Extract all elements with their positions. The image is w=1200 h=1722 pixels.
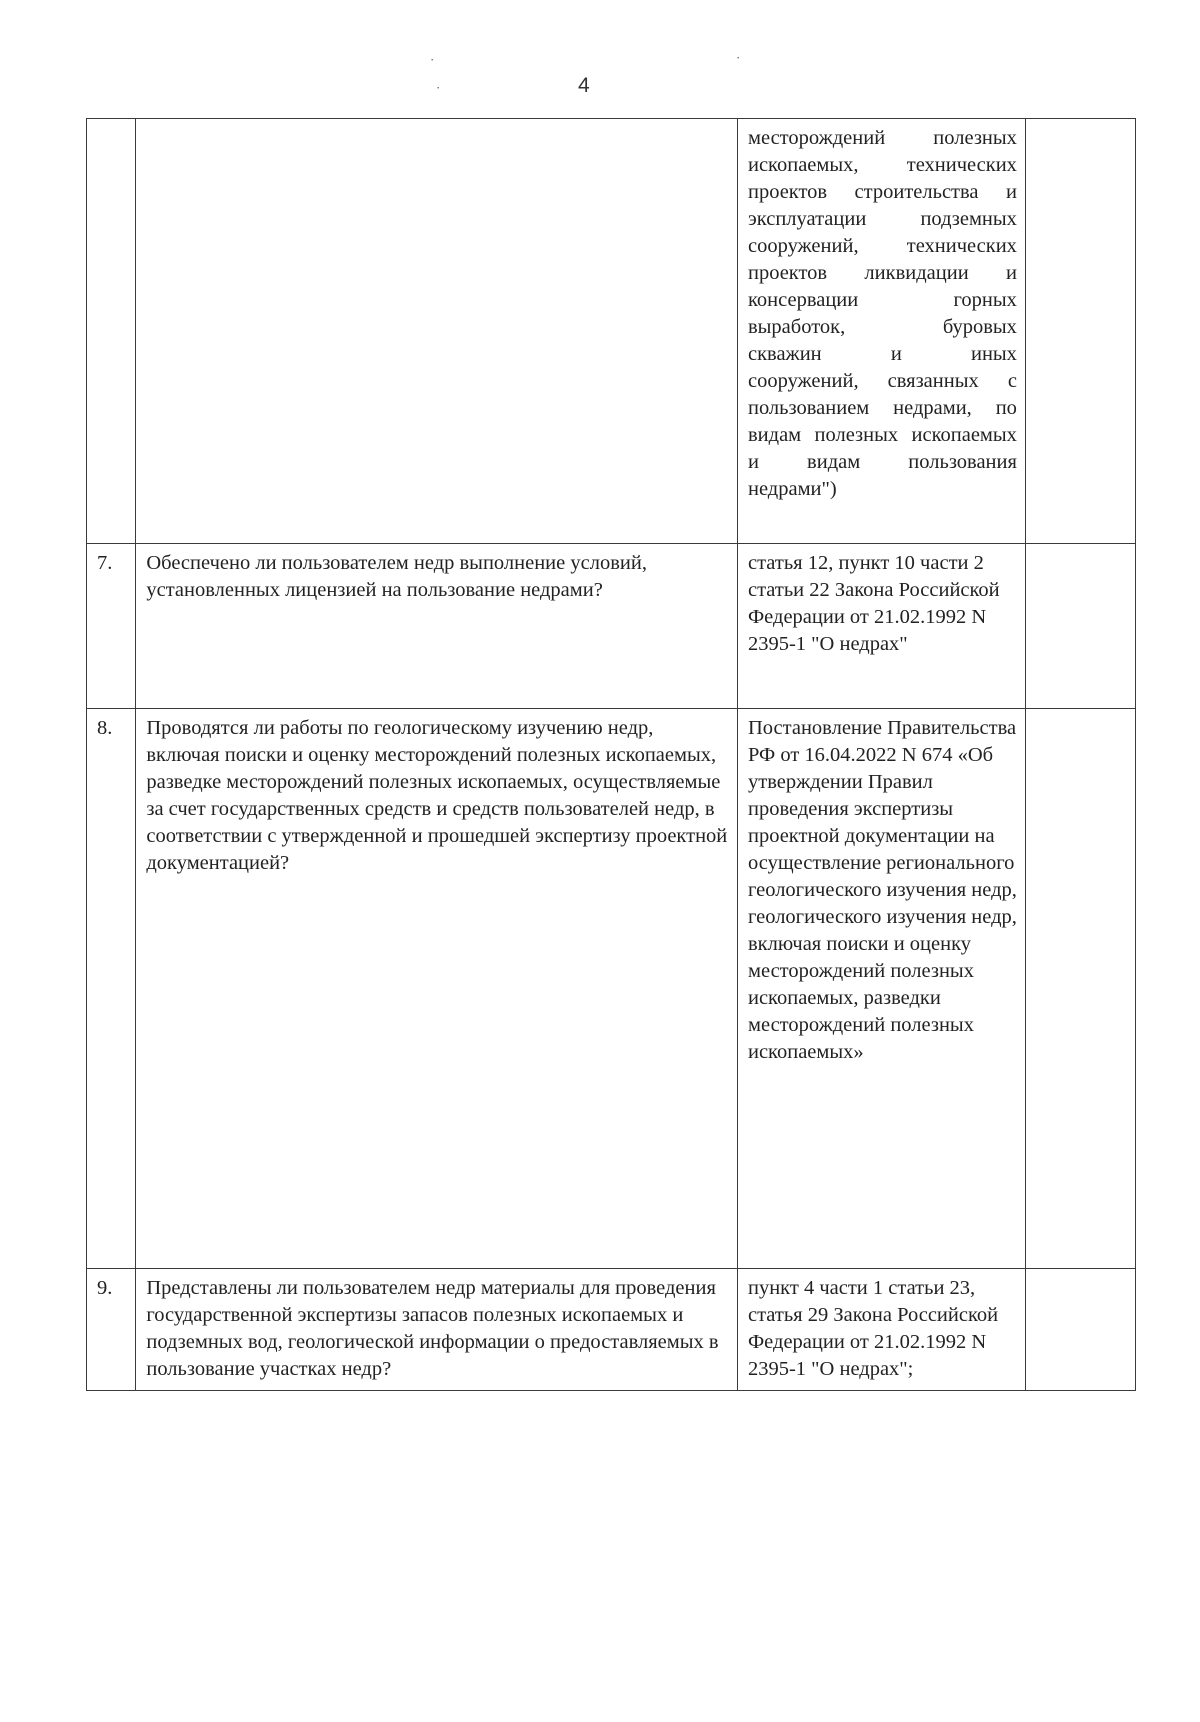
table-row-continued [87,119,1136,544]
page-number: 4 [578,74,590,97]
reference-line: видам полезных ископаемых [747,424,1017,446]
answer-cell [1025,544,1135,709]
scan-speck: · [430,52,435,67]
reference-cell [737,119,1025,544]
reference-line: консервации горных [747,289,1017,311]
table-row [87,544,1136,709]
reference-line: проектов строительства и [747,181,1017,203]
row-number-cell: 8. [87,709,136,1269]
reference-line: эксплуатации подземных [747,208,1017,230]
reference-line: пользованием недрами, по [747,397,1017,419]
row-number-cell [87,119,136,544]
reference-line: скважин и иных [747,343,1017,365]
question-cell: Обеспечено ли пользователем недр выполнение условий, установленных лицензией на пользование недрами? [136,544,738,709]
reference-cell: Постановление Правительства РФ от 16.04.2022 N 674 «Об утверждении Правил проведения экспертизы проектной документации на осуществление регионального геологического изучения недр, геологического изучения недр, включая поиски и оценку месторождений полезных ископаемых, разведки месторождений полезных ископаемых» [737,709,1025,1269]
reference-line: недрами") [747,478,837,500]
question-cell: Проводятся ли работы по геологическому изучению недр, включая поиски и оценку месторождений полезных ископаемых, разведке месторождений полезных ископаемых, осуществляемые за счет государственных средств и средств пользователей недр, в соответствии с утвержденной и прошедшей экспертизу проектной документацией? [136,709,738,1269]
row-number-cell: 9. [87,1269,136,1391]
reference-line: месторождений полезных [747,127,1017,149]
answer-cell [1025,1269,1135,1391]
scan-speck: · [436,80,441,95]
reference-line: и видам пользования [747,451,1017,473]
reference-cell: статья 12, пункт 10 части 2 статьи 22 Закона Российской Федерации от 21.02.1992 N 2395-1 "О недрах" [737,544,1025,709]
scan-speck: · [736,50,741,65]
question-cell [136,119,738,544]
reference-line: сооружений, связанных с [747,370,1017,392]
answer-cell [1025,119,1135,544]
reference-line: сооружений, технических [747,235,1017,257]
reference-line: ископаемых, технических [747,154,1017,176]
checklist-table [86,118,1136,1391]
reference-cell: пункт 4 части 1 статьи 23, статья 29 Закона Российской Федерации от 21.02.1992 N 2395-1 "О недрах"; [737,1269,1025,1391]
question-cell: Представлены ли пользователем недр материалы для проведения государственной экспертизы запасов полезных ископаемых и подземных вод, геологической информации о предоставляемых в пользование участках недр? [136,1269,738,1391]
table-row [87,1269,1136,1391]
reference-line: выработок, буровых [747,316,1017,338]
row-number-cell: 7. [87,544,136,709]
answer-cell [1025,709,1135,1269]
reference-line: проектов ликвидации и [747,262,1017,284]
table-row [87,709,1136,1269]
